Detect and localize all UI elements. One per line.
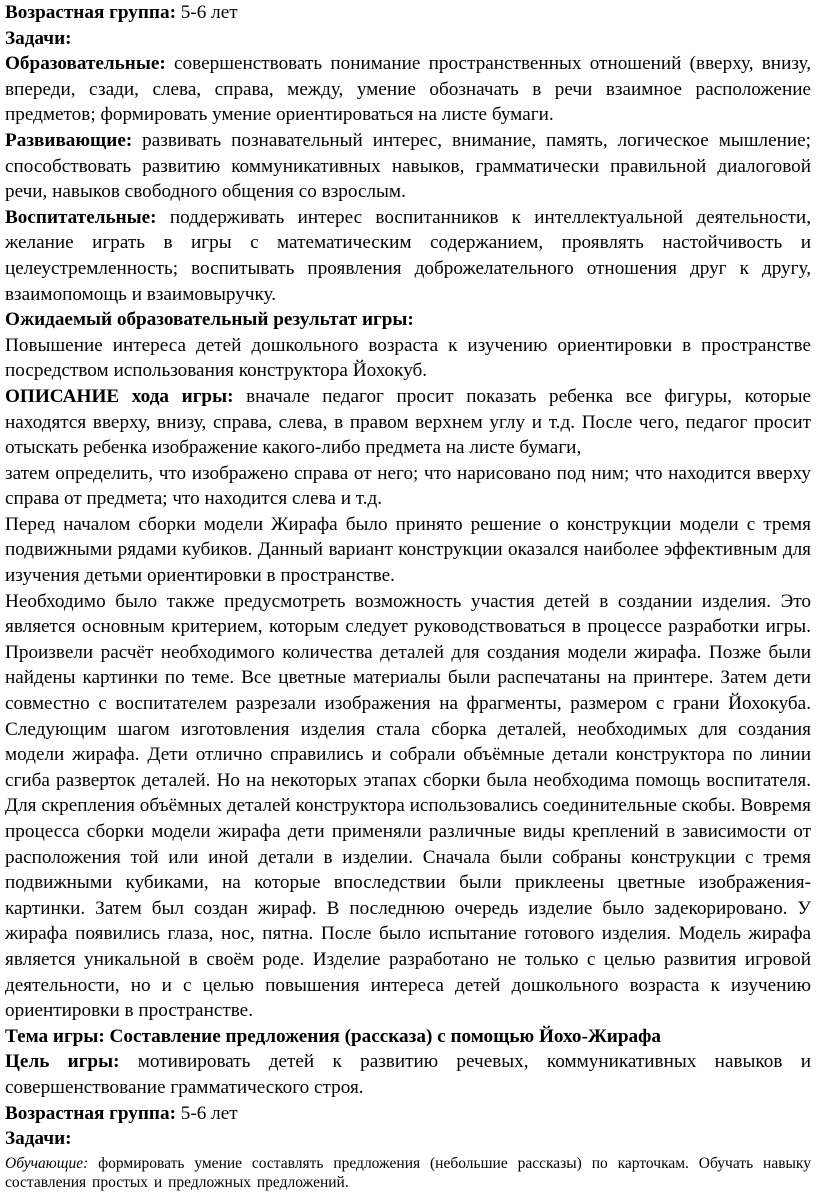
expected-result-text: Повышение интереса детей дошкольного возраста к изучению ориентировки в пространстве посредством использования конструктора Йохокуб. bbox=[5, 334, 811, 382]
developmental-label: Развивающие: bbox=[5, 129, 133, 151]
game-goal-label: Цель игры: bbox=[5, 1051, 120, 1073]
game-description-text: вначале педагог просит показать ребенка все фигуры, которые находятся вверху, внизу, справа, слева, в правом верхнем углу и т.д. После чего, педагог просит отыскать ребенка изображение какого-либо предмета на листе бумаги, bbox=[5, 385, 811, 459]
game-description bbox=[5, 384, 811, 461]
tasks-label: Задачи: bbox=[5, 27, 72, 49]
age-group-label-2: Возрастная группа: bbox=[5, 1102, 176, 1124]
model-construction-paragraph: Перед началом сборки модели Жирафа было принято решение о конструкции модели с тремя подвижными рядами кубиков. Данный вариант конструкции оказался наиболее эффективным для изучения детьми ориентировки в пространстве. bbox=[5, 513, 811, 587]
educational-text: совершенствовать понимание пространственных отношений (вверху, внизу, впереди, сзади, слева, справа, между, умение обозначать в речи взаимное расположение предметов; формировать умение ориентироваться на листе бумаги. bbox=[5, 53, 811, 126]
document-body bbox=[5, 0, 811, 1192]
teaching-text: формировать умение составлять предложения (небольшие рассказы) по карточкам. Обучать навыку составления простых и предложных предложений. bbox=[5, 1154, 811, 1191]
game-description-label: ОПИСАНИЕ хода игры: bbox=[5, 385, 234, 407]
game-description-continued: затем определить, что изображено справа от него; что нарисовано под ним; что находится вверху справа от предмета; что находится слева и т.д. bbox=[5, 462, 811, 510]
game-theme bbox=[5, 1024, 811, 1050]
game-goal-text: мотивировать детей к развитию речевых, коммуникативных навыков и совершенствование грамматического строя. bbox=[5, 1051, 811, 1098]
game-goal bbox=[5, 1049, 811, 1100]
teaching-tasks bbox=[5, 1154, 811, 1192]
assembly-process-paragraph: Необходимо было также предусмотреть возможность участия детей в создании изделия. Это является основным критерием, которым следует руководствоваться в процессе разработки игры. Произвели расчёт необходимого количества деталей для создания модели жирафа. Позже были найдены картинки по теме. Все цветные материалы были распечатаны на принтере. Затем дети совместно с воспитателем разрезали изображения на фрагменты, размером с грани Йохокуба. Следующим шагом изготовления изделия стала сборка деталей, необходимых для создания модели жирафа. Дети отлично справились и собрали объёмные детали конструктора по линии сгиба разверток деталей. Но на некоторых этапах сборки была необходима помощь воспитателя. Для скрепления объёмных деталей конструктора использовались соединительные скобы. Вовремя процесса сборки модели жирафа дети применяли различные виды креплений в зависимости от расположения той или иной детали в изделии. Сначала были собраны конструкции с тремя подвижными кубиками, на которые впоследствии были приклеены цветные изображения- картинки. Затем был создан жираф. В последнюю очередь изделие было задекорировано. У жирафа появились глаза, нос, пятна. После было испытание готового изделия. Модель жирафа является уникальной в своём роде. Изделие разработано не только с целью развития игровой деятельности, но и с целью повышения интереса детей дошкольного возраста к изучению ориентировки в пространстве. bbox=[5, 590, 811, 1022]
developmental-text: развивать познавательный интерес, внимание, память, логическое мышление; способствовать развитию коммуникативных навыков, грамматически правильной диалоговой речи, навыков свободного общения со взрослым. bbox=[5, 129, 811, 203]
tasks-heading bbox=[5, 26, 811, 52]
educational-label: Образовательные: bbox=[5, 53, 166, 75]
upbringing-text: поддерживать интерес воспитанников к интеллектуальной деятельности, желание играть в игры с математическим содержанием, проявлять настойчивость и целеустремленность; воспитывать проявления доброжелательного отношения друг к другу, взаимопомощь и взаимовыручку. bbox=[5, 206, 811, 305]
tasks-label-2: Задачи: bbox=[5, 1128, 72, 1150]
educational-tasks bbox=[5, 51, 811, 128]
expected-result-heading bbox=[5, 307, 811, 333]
upbringing-tasks bbox=[5, 205, 811, 307]
age-group-line bbox=[5, 0, 811, 26]
age-group-line-2 bbox=[5, 1101, 811, 1127]
teaching-label: Обучающие: bbox=[5, 1154, 89, 1172]
developmental-tasks bbox=[5, 128, 811, 205]
age-group-value-2: 5-6 лет bbox=[175, 1102, 238, 1124]
upbringing-label: Воспитательные: bbox=[5, 206, 157, 228]
expected-result-label: Ожидаемый образовательный результат игры: bbox=[5, 309, 414, 331]
game-theme-label: Тема игры: Составление предложения (рассказа) с помощью Йохо-Жирафа bbox=[5, 1025, 661, 1047]
tasks-heading-2 bbox=[5, 1126, 811, 1152]
age-group-value: 5-6 лет bbox=[175, 2, 238, 23]
age-group-label: Возрастная группа: bbox=[5, 2, 176, 23]
